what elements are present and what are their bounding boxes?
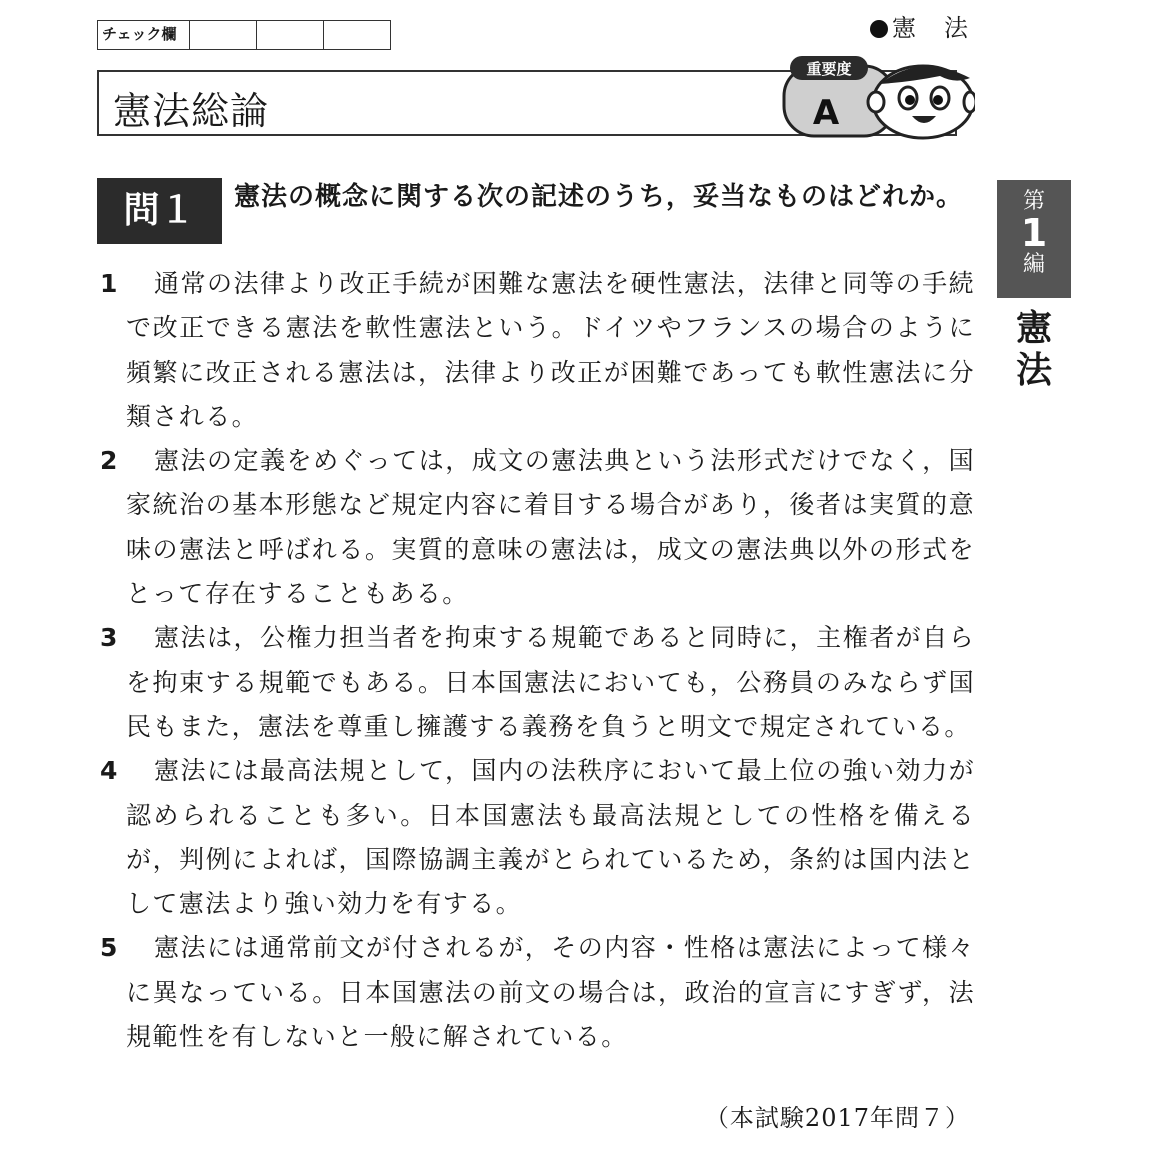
part-subject: 憲法 (1015, 308, 1052, 391)
part-suffix: 編 (1022, 252, 1045, 277)
option-text: 憲法は，公権力担当者を拘束する規範であると同時に，主権者が自らを拘束する規範でもある。日本国憲法においても，公務員のみならず国民もまた，憲法を尊重し擁護する義務を負うと明文で規定されている。 (126, 623, 975, 741)
subject-text: 憲 法 (892, 14, 970, 42)
part-prefix: 第 (1022, 189, 1045, 214)
check-boxes (97, 20, 391, 50)
part-number: 1 (1020, 211, 1048, 255)
importance-grade: A (812, 93, 840, 133)
part-tab (997, 180, 1071, 298)
check-box[interactable] (324, 21, 390, 49)
question-text: 憲法の概念に関する次の記述のうち，妥当なものはどれか。 (234, 182, 964, 212)
section-title: 憲法総論 (113, 89, 270, 133)
importance-label: 重要度 (806, 60, 852, 78)
option-item (100, 926, 975, 1059)
option-text: 通常の法律より改正手続が困難な憲法を硬性憲法，法律と同等の手続で改正できる憲法を軟性憲法という。ドイツやフランスの場合のように頻繁に改正される憲法は，法律より改正が困難であっても軟性憲法に分類される。 (126, 269, 975, 431)
subject-header (870, 8, 970, 43)
answer-options (100, 262, 975, 1059)
question-number: 問１ (97, 178, 222, 244)
option-number: 4 (100, 756, 118, 786)
option-item (100, 262, 975, 439)
option-number: 5 (100, 933, 118, 963)
exam-source: （本試験2017年問７） (704, 1104, 970, 1132)
option-item (100, 749, 975, 926)
option-number: 1 (100, 269, 118, 298)
importance-badge (780, 48, 975, 140)
option-number: 3 (100, 623, 118, 653)
option-item (100, 616, 975, 749)
check-box[interactable] (190, 21, 257, 49)
option-text: 憲法には通常前文が付されるが，その内容・性格は憲法によって様々に異なっている。日本国憲法の前文の場合は，政治的宣言にすぎず，法規範性を有しないと一般に解されている。 (126, 933, 975, 1052)
option-item (100, 439, 975, 616)
option-text: 憲法には最高法規として，国内の法秩序において最上位の強い効力が認められることも多い。日本国憲法も最高法規としての性格を備えるが，判例によれば，国際協調主義がとられているため，条約は国内法として憲法より強い効力を有する。 (126, 756, 975, 919)
bullet-dot-icon (870, 20, 888, 38)
check-label: チェック欄 (98, 21, 190, 49)
check-box[interactable] (257, 21, 324, 49)
option-number: 2 (100, 446, 118, 476)
option-text: 憲法の定義をめぐっては，成文の憲法典という法形式だけでなく，国家統治の基本形態など規定内容に着目する場合があり，後者は実質的意味の憲法と呼ばれる。実質的意味の憲法は，成文の憲法典以外の形式をとって存在することもある。 (126, 446, 975, 609)
